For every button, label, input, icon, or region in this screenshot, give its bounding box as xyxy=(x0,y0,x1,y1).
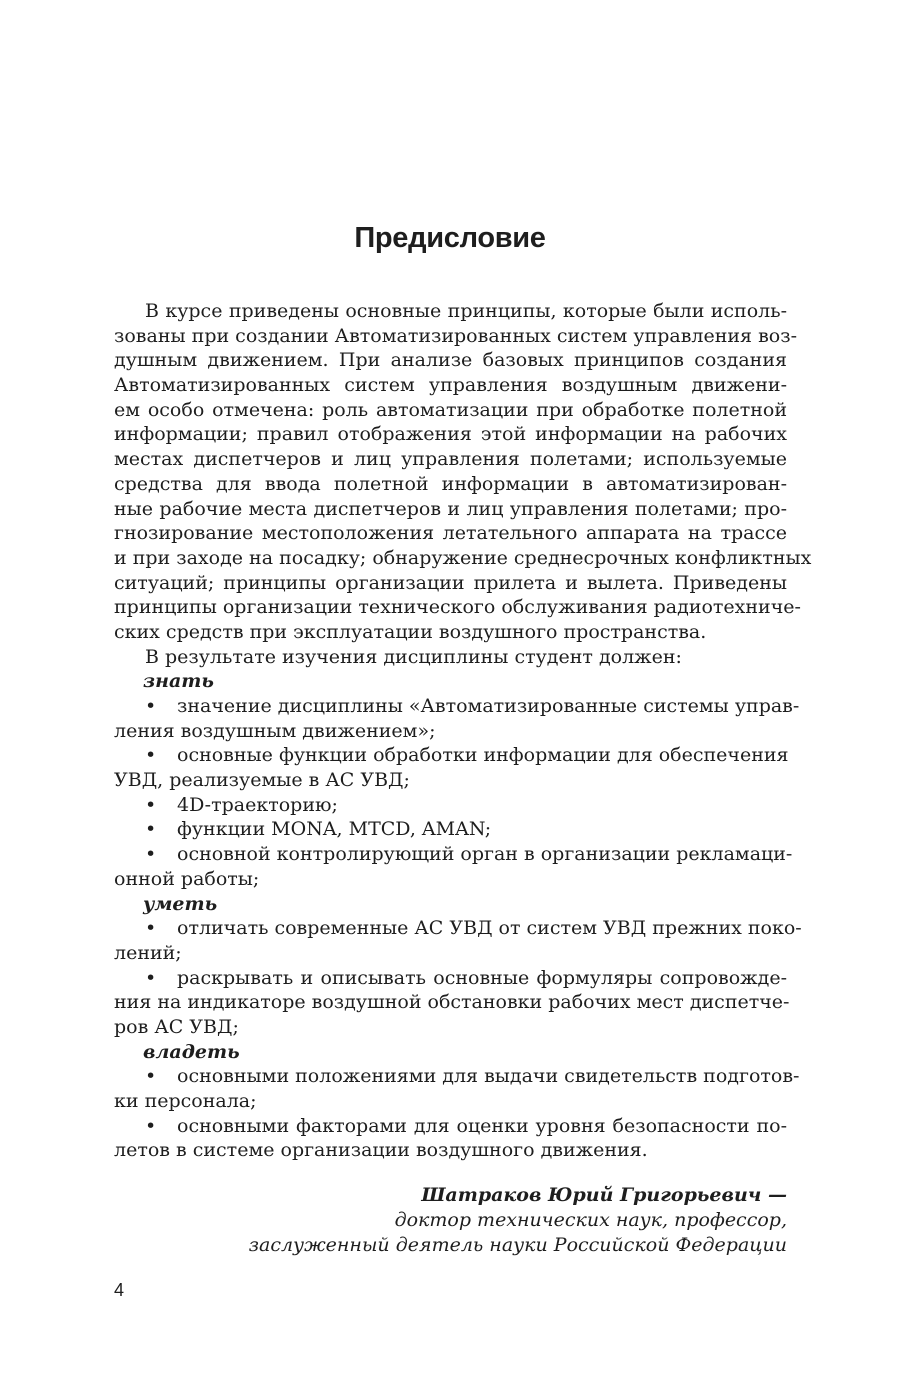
list-item xyxy=(114,842,793,867)
own-list xyxy=(114,1064,800,1163)
signature-honor: заслуженный деятель науки Российской Федерации xyxy=(248,1234,787,1256)
list-item xyxy=(114,817,787,842)
signature-author: Шатраков Юрий Григорьевич — xyxy=(421,1184,787,1206)
can-list xyxy=(114,916,802,1039)
bullet-icon: • xyxy=(145,1065,157,1088)
text-line: и при заходе на посадку; обнаружение среднесрочных конфликтных xyxy=(114,546,812,569)
bullet-icon: • xyxy=(145,917,157,940)
text-line: ситуаций; принципы организации прилета и вылета. Приведены xyxy=(114,571,787,594)
paragraph-1 xyxy=(114,299,812,645)
text-line: В курсе приведены основные принципы, которые были исполь- xyxy=(145,300,787,322)
list-item xyxy=(114,1064,800,1089)
text-line: Автоматизированных систем управления воздушным движени- xyxy=(114,374,787,397)
list-item-continuation: летов в системе организации воздушного движения. xyxy=(114,1139,648,1162)
text-line: зованы при создании Автоматизированных систем управления воз- xyxy=(114,324,797,347)
preface-body xyxy=(114,299,812,1163)
bullet-icon: • xyxy=(145,818,157,841)
list-item xyxy=(114,793,787,818)
list-item-text: отличать современные АС УВД от систем УВД прежних поко- xyxy=(177,917,802,940)
list-item xyxy=(114,966,787,991)
list-item-continuation: лений; xyxy=(114,941,182,964)
text-line: местах диспетчеров и лиц управления полетами; используемые xyxy=(114,448,787,471)
page-number: 4 xyxy=(114,1280,125,1300)
text-line: ем особо отмечена: роль автоматизации при обработке полетной xyxy=(114,398,787,421)
own-label: владеть xyxy=(143,1040,240,1063)
list-item-continuation: ки персонала; xyxy=(114,1090,257,1112)
list-item-text: основной контролирующий орган в организации рекламаци- xyxy=(177,843,793,866)
list-item-text: основными положениями для выдачи свидетельств подготов- xyxy=(177,1065,800,1088)
intro-line: В результате изучения дисциплины студент должен: xyxy=(145,645,682,668)
page-title: Предисловие xyxy=(354,222,546,254)
bullet-icon: • xyxy=(145,793,157,816)
bullet-icon: • xyxy=(145,695,157,717)
can-label: уметь xyxy=(143,892,218,915)
list-item-text: основные функции обработки информации для обеспечения xyxy=(177,744,789,767)
text-line: средства для ввода полетной информации в автоматизирован- xyxy=(114,472,787,495)
signature-degree: доктор технических наук, профессор, xyxy=(394,1209,787,1231)
text-line: ских средств при эксплуатации воздушного пространства. xyxy=(114,620,707,643)
text-line: ные рабочие места диспетчеров и лиц управления полетами; про- xyxy=(114,497,787,520)
bullet-icon: • xyxy=(145,1114,157,1137)
list-item-text: значение дисциплины «Автоматизированные системы управ- xyxy=(177,695,800,717)
text-line: информации; правил отображения этой информации на рабочих xyxy=(114,423,787,446)
list-item-continuation: ния на индикаторе воздушной обстановки рабочих мест диспетче- xyxy=(114,991,790,1014)
text-line: принципы организации технического обслуживания радиотехниче- xyxy=(114,596,801,619)
list-item-continuation: онной работы; xyxy=(114,867,260,890)
list-item-text: раскрывать и описывать основные формуляры сопровожде- xyxy=(177,966,787,989)
list-item-text: 4D-траекторию; xyxy=(177,793,338,816)
bullet-icon: • xyxy=(145,966,157,989)
list-item xyxy=(114,916,802,941)
list-item xyxy=(114,743,787,768)
list-item-continuation: ров АС УВД; xyxy=(114,1015,239,1038)
know-label: знать xyxy=(143,670,214,693)
list-item-continuation: УВД, реализуемые в АС УВД; xyxy=(114,769,410,792)
list-item-text: функции MONA, MTCD, AMAN; xyxy=(177,818,492,841)
list-item-text: основными факторами для оценки уровня безопасности по- xyxy=(177,1114,787,1137)
bullet-icon: • xyxy=(145,744,157,767)
list-item-continuation: ления воздушным движением»; xyxy=(114,719,436,742)
text-line: душным движением. При анализе базовых принципов создания xyxy=(114,349,787,372)
list-item xyxy=(114,694,800,719)
know-list xyxy=(114,694,800,892)
signature-block xyxy=(249,1183,787,1258)
list-item xyxy=(114,1114,787,1139)
text-line: гнозирование местоположения летательного аппарата на трассе xyxy=(114,522,787,545)
bullet-icon: • xyxy=(145,843,157,866)
